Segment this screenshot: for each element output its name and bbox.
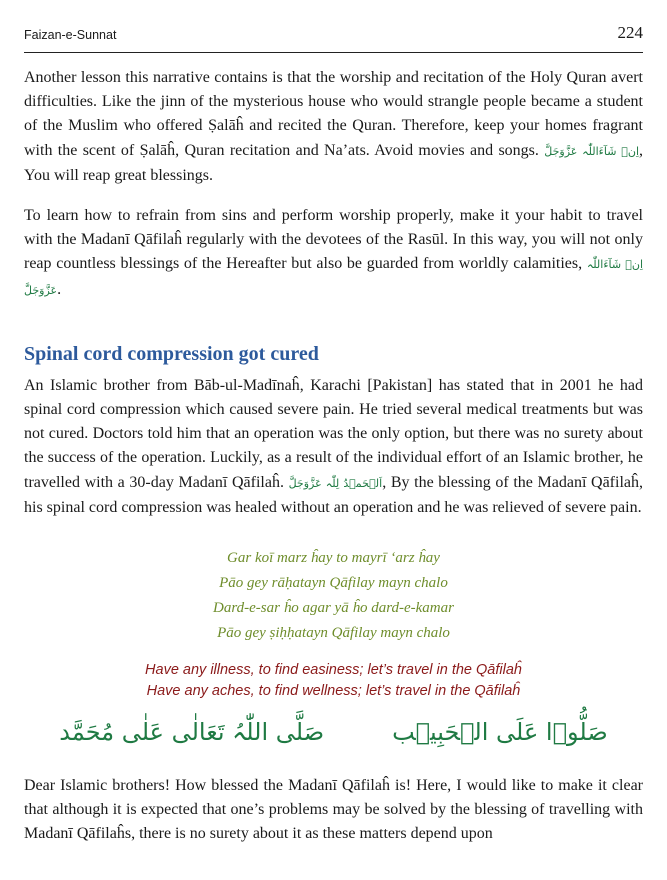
paragraph-4 [24,774,643,847]
book-title: Faizan-e-Sunnat [24,28,117,42]
salutation-right: صَلُّوۡا عَلَی الۡحَبِیۡب [392,718,608,747]
insha-allah-phrase: اِنۡ شَآءَاللّٰہ عَزَّوَجَلَّ [544,144,640,158]
poem-line: Dard-e-sar ĥo agar yā ĥo dard-e-kamar [213,600,454,617]
page-number: 224 [617,23,643,42]
paragraph-1 [24,66,643,188]
translation-line: Have any illness, to find easiness; let’s travel in the Qāfilaĥ [145,662,522,679]
paragraph-2-end: . [57,280,62,298]
poem-line: Gar koī marz ĥay to mayrī ‘arz ĥay [227,550,440,567]
poem-line: Pāo gey ṣiḥḥatayn Qāfilay mayn chalo [217,625,450,642]
section-heading: Spinal cord compression got cured [24,342,319,365]
page-header [24,22,643,53]
salutation-block [24,718,643,746]
translation-line: Have any aches, to find wellness; let’s travel in the Qāfilaĥ [146,683,521,700]
page-content [24,66,643,847]
salutation-left: صَلَّی اللّٰہُ تَعَالٰی عَلٰی مُحَمَّد [59,718,325,747]
paragraph-3-text: An Islamic brother from Bāb-ul-Madīnaĥ, Karachi [Pakistan] has stated that in 2001 he had spinal cord compression which caused severe pain. He tried several medical treatments but was not cured. Doctors told him that an operation was the only option, but there was no surety about the success of the operation. Luckily, as a result of the individual effort of an Islamic brother, he travelled with a 30-day Madanī Qāfilaĥ. [24,376,643,491]
paragraph-4-text: Dear Islamic brothers! How blessed the Madanī Qāfilaĥ is! Here, I would like to make it clear that although it is expected that one’s problems may be solved by the blessing of travelling with Madanī Qāfilaĥs, there is no surety about it as these matters depend upon [24,777,643,843]
paragraph-1-end: , You will reap great blessings. [24,141,644,184]
paragraph-2 [24,204,643,303]
alhamdulillah-phrase: اَلۡحَمۡدُ لِلّٰہ عَزَّوَجَلَّ [288,476,383,490]
poem-line: Pāo gey rāḥatayn Qāfilay mayn chalo [219,575,448,592]
poem-translation [24,660,643,702]
paragraph-3-end: , By the blessing of the Madanī Qāfilaĥ, his spinal cord compression was healed without an operation and he was relieved of severe pain. [24,473,644,516]
paragraph-3 [24,374,643,520]
poem-block [24,546,643,646]
paragraph-2-text: To learn how to refrain from sins and perform worship properly, make it your habit to travel with the Madanī Qāfilaĥ regularly with the devotees of the Rasūl. In this way, you will not only reap countless blessings of the Hereafter but also be guarded from worldly calamities, [24,207,643,273]
paragraph-1-text: Another lesson this narrative contains is that the worship and recitation of the Holy Quran avert difficulties. Like the jinn of the mysterious house who would strangle people became a student of the Muslim who offered Ṣalāĥ and recited the Quran. Therefore, keep your homes fragrant with the scent of Ṣalāĥ, Quran recitation and Na’ats. Avoid movies and songs. [24,69,643,159]
insha-allah-phrase: اِنۡ شَآءَاللّٰہ عَزَّوَجَلَّ [24,258,644,297]
